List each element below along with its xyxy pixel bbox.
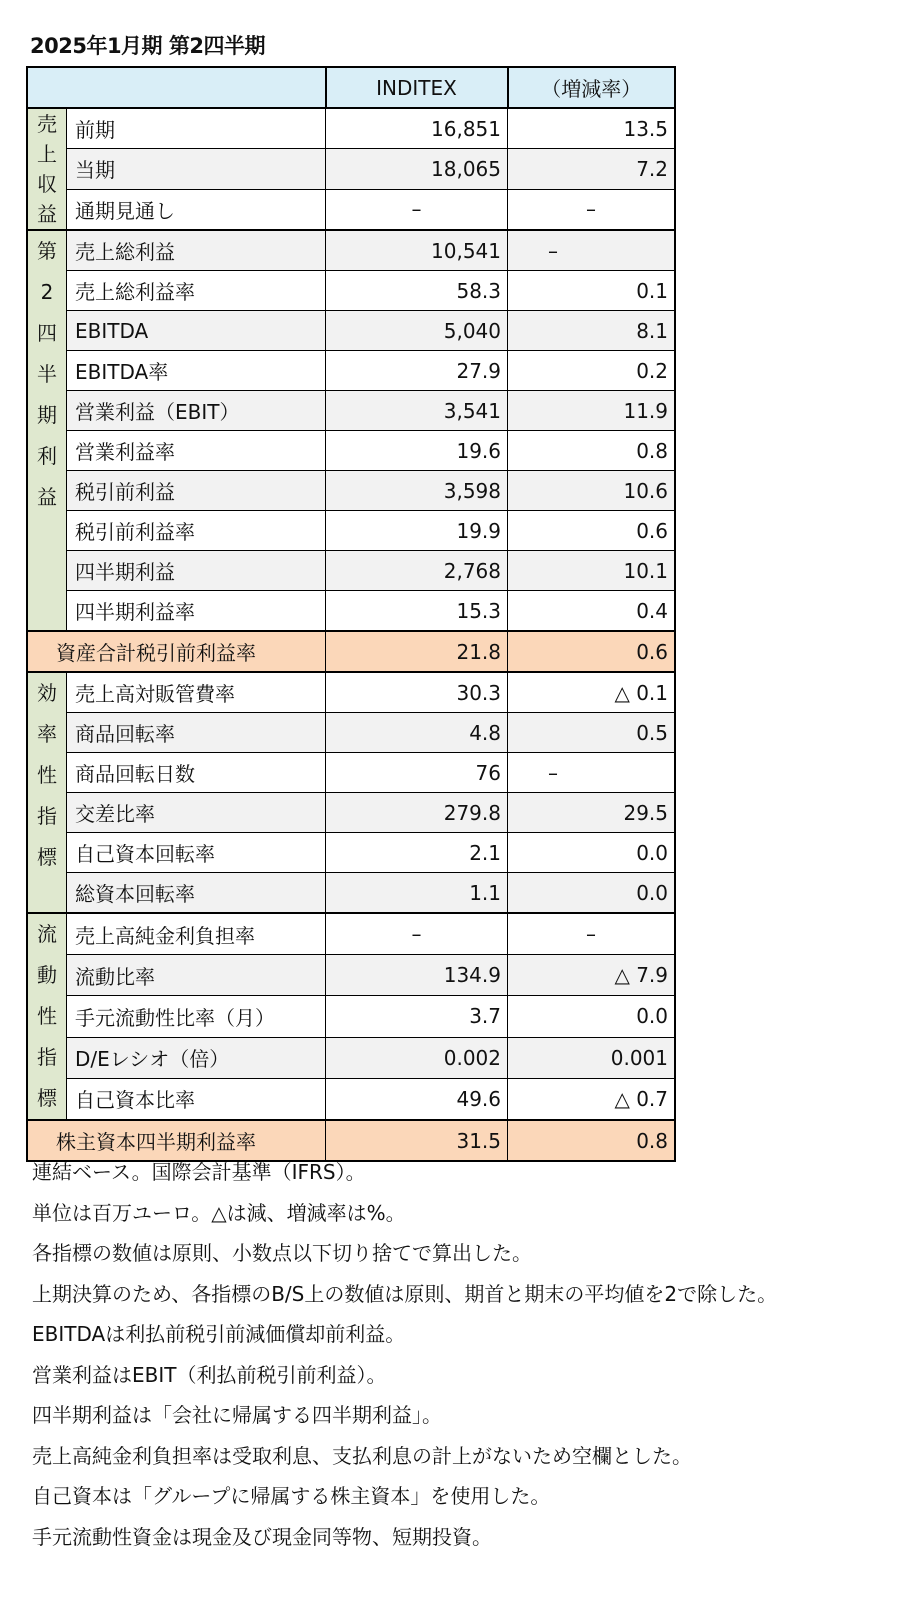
row-value: 3,598 xyxy=(326,471,508,511)
row-value: 76 xyxy=(326,753,508,793)
row-value: 5,040 xyxy=(326,311,508,351)
financial-table xyxy=(26,66,676,1162)
section-char: 売 xyxy=(37,112,57,136)
row-label: 営業利益（EBIT） xyxy=(67,391,326,431)
section-char: 標 xyxy=(37,845,57,869)
section-label-efficiency xyxy=(27,672,67,913)
footnote: 単位は百万ユーロ。△は減、増減率は%。 xyxy=(32,1200,406,1225)
row-change: – xyxy=(508,913,676,955)
row-label: 売上高純金利負担率 xyxy=(67,913,326,955)
section-label-revenue xyxy=(27,108,67,230)
row-change: 0.001 xyxy=(508,1037,676,1078)
section-char: 性 xyxy=(37,1004,57,1028)
row-label: EBITDA xyxy=(67,311,326,351)
row-change: 0.8 xyxy=(508,431,676,471)
row-value: 3,541 xyxy=(326,391,508,431)
row-change: 0.6 xyxy=(508,631,676,672)
row-value: 134.9 xyxy=(326,955,508,996)
footnote: 手元流動性資金は現金及び現金同等物、短期投資。 xyxy=(32,1524,492,1549)
table-row xyxy=(27,1037,675,1078)
page-title: 2025年1月期 第2四半期 xyxy=(30,34,265,58)
section-char: 流 xyxy=(37,922,57,946)
row-change: 10.6 xyxy=(508,471,676,511)
table-row xyxy=(27,672,675,713)
table-row xyxy=(27,351,675,391)
table-row xyxy=(27,833,675,873)
row-value: 1.1 xyxy=(326,873,508,914)
row-value: 0.002 xyxy=(326,1037,508,1078)
table-row xyxy=(27,955,675,996)
row-label: 売上高対販管費率 xyxy=(67,672,326,713)
footnote: 自己資本は「グループに帰属する株主資本」を使用した。 xyxy=(32,1484,551,1508)
row-value: – xyxy=(326,913,508,955)
row-value: 58.3 xyxy=(326,271,508,311)
row-value: 49.6 xyxy=(326,1078,508,1120)
section-char: 第 xyxy=(37,239,57,263)
section-char: 指 xyxy=(37,1045,57,1069)
row-value: 27.9 xyxy=(326,351,508,391)
footnote: 四半期利益は「会社に帰属する四半期利益」。 xyxy=(32,1403,442,1427)
row-change: – xyxy=(508,189,676,230)
row-value: 19.6 xyxy=(326,431,508,471)
section-char: 動 xyxy=(37,963,57,987)
table-row xyxy=(27,189,675,230)
table-row xyxy=(27,108,675,149)
row-label: 当期 xyxy=(67,149,326,189)
row-value: 2,768 xyxy=(326,551,508,591)
row-change: 0.6 xyxy=(508,511,676,551)
table-header-row xyxy=(27,67,675,108)
section-char: 率 xyxy=(37,722,57,746)
row-value: 30.3 xyxy=(326,672,508,713)
table-row xyxy=(27,311,675,351)
row-label: 商品回転率 xyxy=(67,713,326,753)
row-change: 7.2 xyxy=(508,149,676,189)
footnote: EBITDAは利払前税引前減価償却前利益。 xyxy=(32,1322,406,1346)
row-change: 0.4 xyxy=(508,591,676,632)
table-row xyxy=(27,551,675,591)
row-label: 自己資本回転率 xyxy=(67,833,326,873)
table-row xyxy=(27,996,675,1037)
footnote: 営業利益はEBIT（利払前税引前利益）。 xyxy=(32,1362,387,1387)
section-char: 期 xyxy=(37,403,57,427)
row-label: 売上総利益率 xyxy=(67,271,326,311)
row-change: 10.1 xyxy=(508,551,676,591)
row-label: 株主資本四半期利益率 xyxy=(27,1120,326,1161)
table-row xyxy=(27,391,675,431)
section-char: 性 xyxy=(37,763,57,787)
row-change: 0.8 xyxy=(508,1120,676,1161)
footnote: 各指標の数値は原則、小数点以下切り捨てで算出した。 xyxy=(32,1241,532,1265)
row-label: 総資本回転率 xyxy=(67,873,326,914)
row-label: 四半期利益 xyxy=(67,551,326,591)
header-change: （増減率） xyxy=(508,67,676,108)
row-change: 0.0 xyxy=(508,833,676,873)
row-change: 0.0 xyxy=(508,873,676,914)
header-company: INDITEX xyxy=(326,67,508,108)
row-label: 商品回転日数 xyxy=(67,753,326,793)
row-label: 売上総利益 xyxy=(67,230,326,271)
section-char: 益 xyxy=(37,485,57,509)
row-label: 資産合計税引前利益率 xyxy=(27,631,326,672)
row-value: 10,541 xyxy=(326,230,508,271)
row-change: – xyxy=(508,753,676,793)
row-value: 18,065 xyxy=(326,149,508,189)
row-change: 13.5 xyxy=(508,108,676,149)
row-change: 0.0 xyxy=(508,996,676,1037)
section-char: 半 xyxy=(37,362,57,386)
row-change: – xyxy=(508,230,676,271)
table-row xyxy=(27,271,675,311)
table-row xyxy=(27,471,675,511)
row-label: 通期見通し xyxy=(67,189,326,230)
row-label: EBITDA率 xyxy=(67,351,326,391)
table-row xyxy=(27,1078,675,1120)
row-change: 0.1 xyxy=(508,271,676,311)
row-change: 8.1 xyxy=(508,311,676,351)
row-value: 31.5 xyxy=(326,1120,508,1161)
highlight-row xyxy=(27,631,675,672)
table-row xyxy=(27,591,675,632)
row-label: 税引前利益 xyxy=(67,471,326,511)
table-row xyxy=(27,913,675,955)
section-char: 益 xyxy=(37,202,57,226)
row-label: 自己資本比率 xyxy=(67,1078,326,1120)
row-label: 手元流動性比率（月） xyxy=(67,996,326,1037)
section-char: 指 xyxy=(37,804,57,828)
section-char: 標 xyxy=(37,1086,57,1110)
table-row xyxy=(27,431,675,471)
section-char: 上 xyxy=(37,142,57,166)
header-blank xyxy=(27,67,326,108)
table-row xyxy=(27,713,675,753)
row-label: 前期 xyxy=(67,108,326,149)
footnote: 売上高純金利負担率は受取利息、支払利息の計上がないため空欄とした。 xyxy=(32,1443,692,1468)
footnote: 上期決算のため、各指標のB/S上の数値は原則、期首と期末の平均値を2で除した。 xyxy=(32,1281,778,1306)
row-value: 2.1 xyxy=(326,833,508,873)
row-change: 0.5 xyxy=(508,713,676,753)
section-label-liquidity xyxy=(27,913,67,1120)
row-change: △ 7.9 xyxy=(508,955,676,996)
row-value: 21.8 xyxy=(326,631,508,672)
table-row xyxy=(27,753,675,793)
row-value: 15.3 xyxy=(326,591,508,632)
table-row xyxy=(27,511,675,551)
table-row xyxy=(27,149,675,189)
row-label: 税引前利益率 xyxy=(67,511,326,551)
row-label: 交差比率 xyxy=(67,793,326,833)
table-row xyxy=(27,793,675,833)
row-value: 19.9 xyxy=(326,511,508,551)
section-char: 収 xyxy=(37,172,57,196)
row-change: 29.5 xyxy=(508,793,676,833)
footnote: 連結ベース。国際会計基準（IFRS）。 xyxy=(32,1160,366,1184)
row-label: D/Eレシオ（倍） xyxy=(67,1037,326,1078)
row-value: 4.8 xyxy=(326,713,508,753)
section-char: 利 xyxy=(37,444,57,468)
row-value: 279.8 xyxy=(326,793,508,833)
table-row xyxy=(27,230,675,271)
section-label-profit xyxy=(27,230,67,631)
row-label: 営業利益率 xyxy=(67,431,326,471)
row-change: 11.9 xyxy=(508,391,676,431)
row-label: 四半期利益率 xyxy=(67,591,326,632)
row-change: 0.2 xyxy=(508,351,676,391)
section-char: 効 xyxy=(37,681,57,705)
row-value: 16,851 xyxy=(326,108,508,149)
table-row xyxy=(27,873,675,914)
row-change: △ 0.7 xyxy=(508,1078,676,1120)
section-char: 2 xyxy=(40,280,54,304)
row-value: 3.7 xyxy=(326,996,508,1037)
footnotes xyxy=(32,1152,777,1557)
row-value: – xyxy=(326,189,508,230)
row-change: △ 0.1 xyxy=(508,672,676,713)
row-label: 流動比率 xyxy=(67,955,326,996)
section-char: 四 xyxy=(37,321,57,345)
